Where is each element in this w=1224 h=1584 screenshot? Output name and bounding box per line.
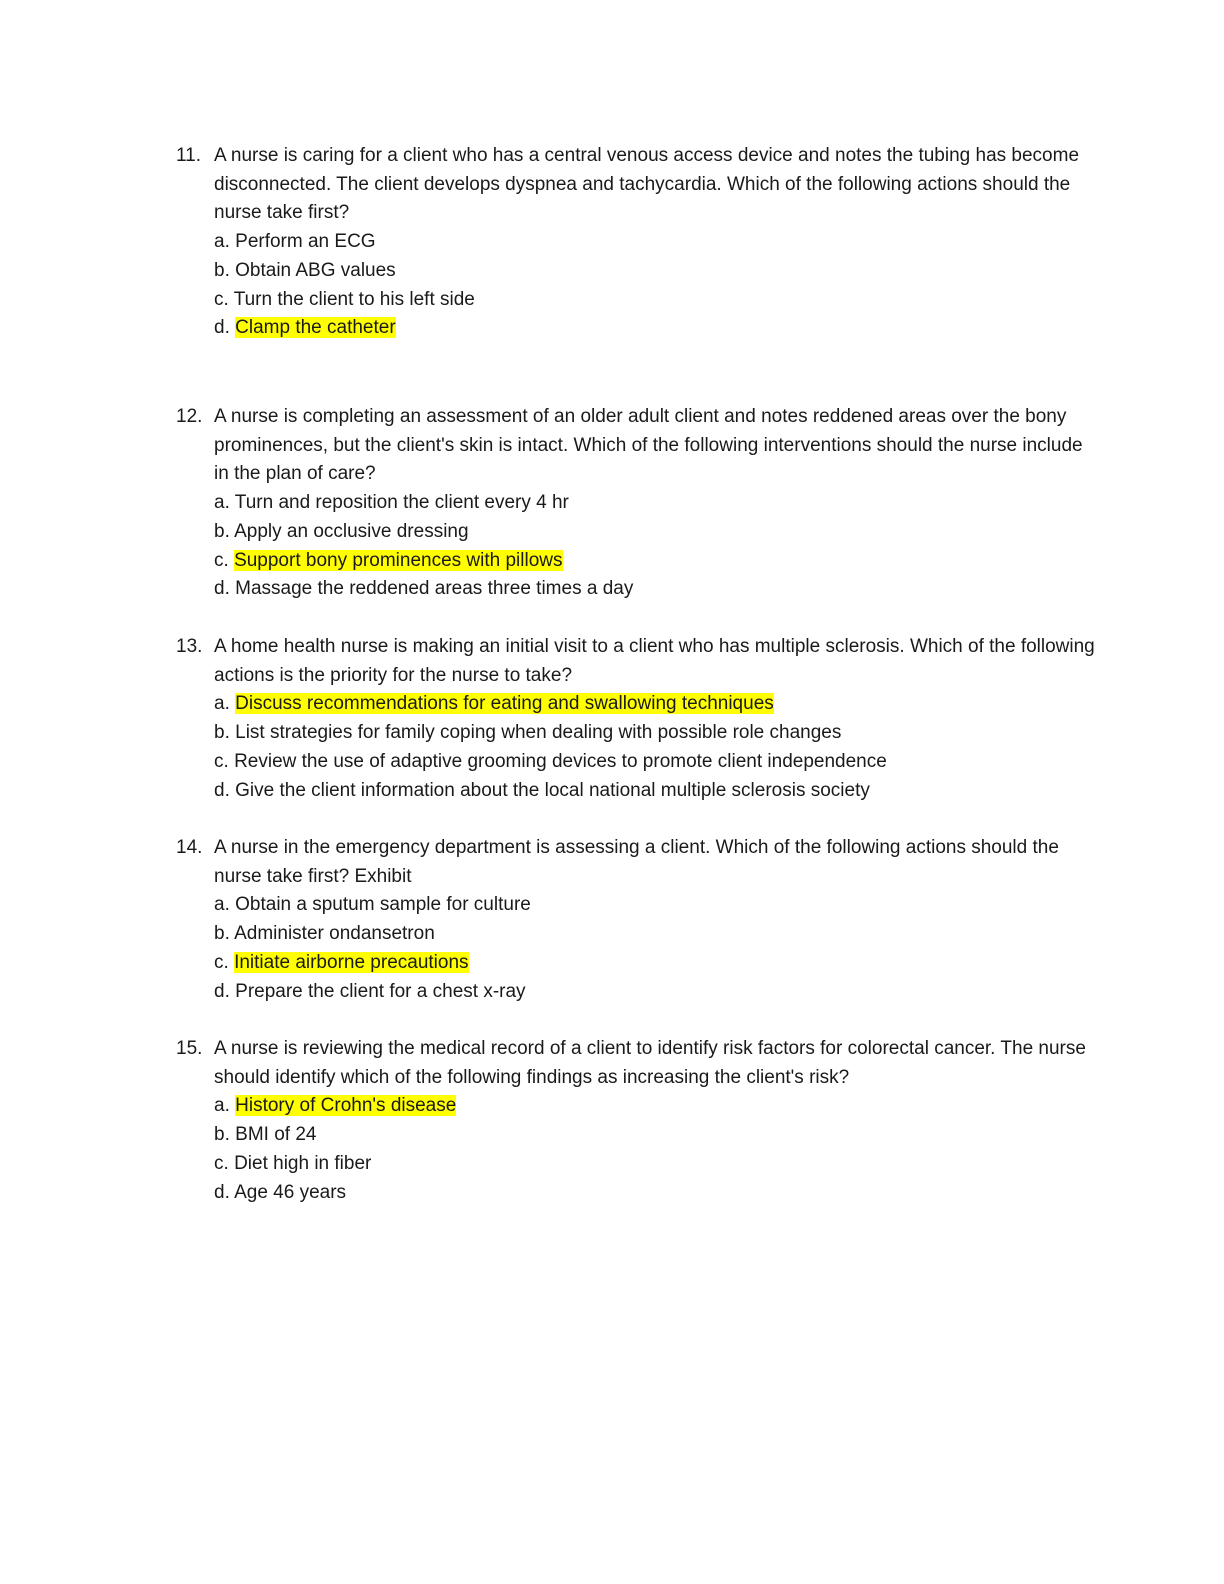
question-13 [176, 633, 1096, 805]
question-14 [176, 834, 1096, 1006]
option-letter: c. [214, 750, 229, 772]
question-text: A nurse is completing an assessment of an older adult client and notes reddened areas over the bony prominences, but the client's skin is intact. Which of the following interventions should the nurse include in the plan of care? [214, 406, 1083, 485]
option-d [214, 1179, 1096, 1208]
option-letter: c. [214, 288, 229, 310]
option-letter: a. [214, 492, 230, 514]
option-c [214, 748, 1096, 777]
option-text-highlighted: Discuss recommendations for eating and swallowing techniques [235, 693, 774, 715]
option-text: List strategies for family coping when dealing with possible role changes [235, 722, 842, 744]
option-letter: b. [214, 722, 230, 744]
option-a [214, 228, 1096, 257]
option-letter: b. [214, 520, 230, 542]
option-text: Obtain a sputum sample for culture [235, 894, 531, 916]
option-list [214, 228, 1096, 343]
option-text: Give the client information about the local national multiple sclerosis society [235, 779, 870, 801]
option-letter: c. [214, 549, 229, 571]
option-text: Turn and reposition the client every 4 hr [234, 492, 569, 514]
option-b [214, 257, 1096, 286]
option-letter: b. [214, 1124, 230, 1146]
option-d [214, 575, 1096, 604]
question-number: 13. [176, 636, 203, 657]
option-text: Prepare the client for a chest x-ray [235, 980, 526, 1002]
question-text: A nurse in the emergency department is assessing a client. Which of the following actions should the nurse take first? Exhibit [214, 837, 1059, 887]
option-b [214, 1121, 1096, 1150]
option-list [214, 489, 1096, 604]
question-number: 15. [176, 1038, 203, 1059]
question-text: A nurse is reviewing the medical record of a client to identify risk factors for colorectal cancer. The nurse should identify which of the following findings as increasing the client's risk? [214, 1038, 1086, 1088]
option-letter: b. [214, 923, 230, 945]
option-a [214, 1092, 1096, 1121]
option-letter: a. [214, 693, 230, 715]
option-text: BMI of 24 [235, 1124, 317, 1146]
option-letter: a. [214, 894, 230, 916]
option-text: Administer ondansetron [234, 923, 435, 945]
option-text: Diet high in fiber [234, 1152, 372, 1174]
option-letter: d. [214, 980, 230, 1002]
option-b [214, 719, 1096, 748]
question-number: 12. [176, 406, 203, 427]
option-d [214, 314, 1096, 343]
option-letter: d. [214, 779, 230, 801]
option-a [214, 690, 1096, 719]
option-text: Obtain ABG values [235, 259, 396, 281]
option-b [214, 518, 1096, 547]
option-text-highlighted: Support bony prominences with pillows [234, 549, 563, 571]
option-a [214, 489, 1096, 518]
option-letter: d. [214, 317, 230, 339]
option-letter: c. [214, 951, 229, 973]
option-text-highlighted: Clamp the catheter [235, 317, 396, 339]
option-text-highlighted: History of Crohn's disease [235, 1095, 457, 1117]
question-number: 14. [176, 837, 203, 858]
option-letter: a. [214, 231, 230, 253]
option-list [214, 690, 1096, 805]
question-text: A nurse is caring for a client who has a central venous access device and notes the tubing has become disconnected. The client develops dyspnea and tachycardia. Which of the following actions should the nurse take first? [214, 145, 1080, 224]
option-a [214, 891, 1096, 920]
option-list [214, 891, 1096, 1006]
option-list [214, 1092, 1096, 1207]
option-text: Apply an occlusive dressing [234, 520, 469, 542]
option-d [214, 777, 1096, 806]
option-text: Massage the reddened areas three times a day [235, 578, 634, 600]
option-letter: c. [214, 1152, 229, 1174]
option-b [214, 920, 1096, 949]
option-d [214, 978, 1096, 1007]
option-c [214, 547, 1096, 576]
option-letter: b. [214, 259, 230, 281]
question-12 [176, 403, 1096, 604]
question-15 [176, 1035, 1096, 1207]
option-text: Review the use of adaptive grooming devices to promote client independence [234, 750, 887, 772]
option-c [214, 286, 1096, 315]
option-c [214, 949, 1096, 978]
question-text: A home health nurse is making an initial visit to a client who has multiple sclerosis. Which of the following actions is the priority for the nurse to take? [214, 636, 1095, 686]
option-c [214, 1150, 1096, 1179]
option-letter: d. [214, 1181, 230, 1203]
option-text: Age 46 years [234, 1181, 347, 1203]
option-text-highlighted: Initiate airborne precautions [234, 951, 469, 973]
question-11 [176, 142, 1096, 343]
question-number: 11. [176, 145, 202, 166]
option-letter: d. [214, 578, 230, 600]
option-letter: a. [214, 1095, 230, 1117]
option-text: Perform an ECG [235, 231, 376, 253]
option-text: Turn the client to his left side [233, 288, 475, 310]
